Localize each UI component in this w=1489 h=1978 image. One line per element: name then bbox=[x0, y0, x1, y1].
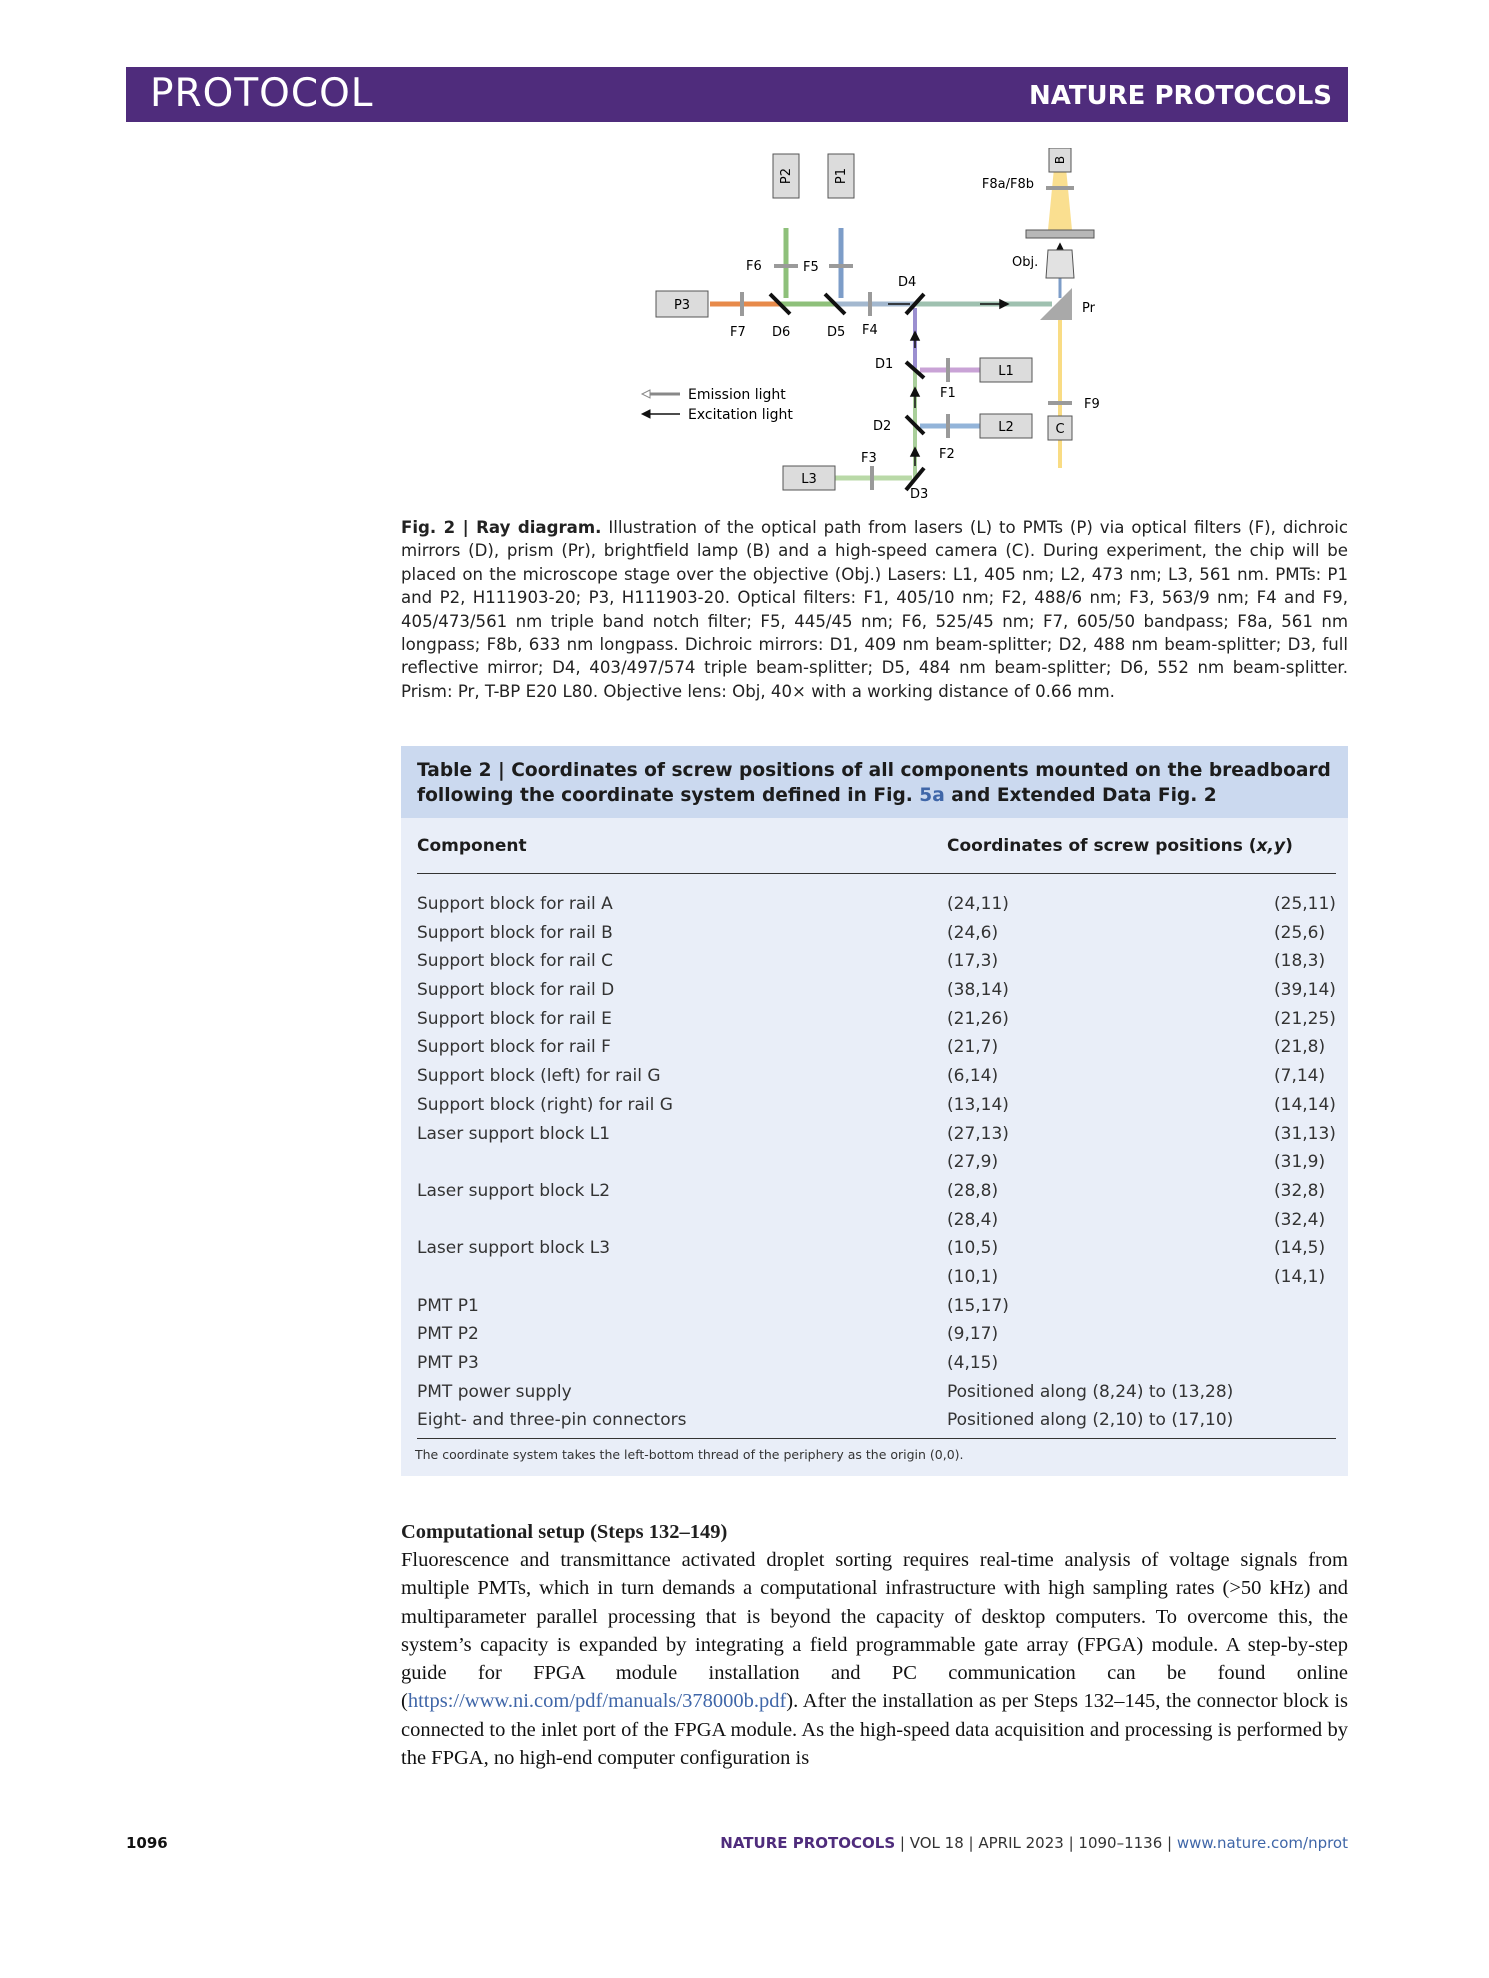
table-row bbox=[417, 951, 1336, 980]
label-f7: F7 bbox=[730, 325, 746, 340]
table-body bbox=[417, 894, 1336, 1439]
component-cell: Support block for rail F bbox=[417, 1037, 611, 1058]
component-cell: Laser support block L3 bbox=[417, 1238, 611, 1259]
table-rule-bottom bbox=[417, 1438, 1336, 1439]
coordinate-cell-2: (21,25) bbox=[1274, 1008, 1336, 1029]
figure-caption bbox=[401, 516, 1348, 703]
label-d6: D6 bbox=[772, 325, 791, 340]
component-cell: Support block for rail A bbox=[417, 894, 613, 914]
filter-f4 bbox=[868, 292, 872, 316]
table-row bbox=[417, 1410, 1336, 1439]
coordinate-cell-2: (32,4) bbox=[1274, 1209, 1326, 1230]
label-l3: L3 bbox=[801, 472, 817, 487]
journal-footer: NATURE PROTOCOLS | VOL 18 | APRIL 2023 | 1090–1136 | www.nature.com/nprot bbox=[720, 1834, 1348, 1852]
ray-diagram bbox=[640, 148, 1140, 508]
label-p1: P1 bbox=[834, 167, 849, 185]
objective bbox=[1046, 250, 1074, 278]
label-pr: Pr bbox=[1082, 301, 1095, 316]
filter-f9 bbox=[1048, 401, 1072, 405]
coordinate-cell-1: (24,11) bbox=[947, 894, 1009, 914]
label-f6: F6 bbox=[746, 259, 762, 274]
label-c: C bbox=[1055, 422, 1065, 437]
coordinate-cell-1: Positioned along (8,24) to (13,28) bbox=[947, 1381, 1234, 1402]
label-f8: F8a/F8b bbox=[981, 177, 1034, 192]
coordinate-cell-1: Positioned along (2,10) to (17,10) bbox=[947, 1410, 1234, 1431]
table-row bbox=[417, 1296, 1336, 1325]
table-rule-top bbox=[417, 873, 1336, 874]
coordinate-cell-2: (21,8) bbox=[1274, 1037, 1326, 1058]
table-row bbox=[417, 1095, 1336, 1124]
legend-excitation-label: Excitation light bbox=[688, 407, 793, 423]
filter-f6 bbox=[774, 264, 798, 268]
table-row bbox=[417, 1037, 1336, 1066]
column-header-component: Component bbox=[417, 836, 527, 856]
coordinate-cell-1: (10,1) bbox=[947, 1266, 999, 1287]
table-footnote: The coordinate system takes the left-bottom thread of the periphery as the origin (0,0). bbox=[415, 1447, 964, 1462]
table-row bbox=[417, 980, 1336, 1009]
label-f1: F1 bbox=[940, 386, 956, 401]
page-number: 1096 bbox=[126, 1834, 168, 1852]
coordinate-cell-2: (32,8) bbox=[1274, 1180, 1326, 1201]
component-cell: PMT P2 bbox=[417, 1324, 479, 1345]
coordinate-cell-1: (27,13) bbox=[947, 1123, 1009, 1144]
component-cell: Support block (right) for rail G bbox=[417, 1094, 673, 1115]
label-f2: F2 bbox=[939, 447, 955, 462]
table-row bbox=[417, 1066, 1336, 1095]
table-row bbox=[417, 1124, 1336, 1153]
section-title: Computational setup (Steps 132–149) bbox=[401, 1521, 728, 1543]
coordinate-cell-2: (14,1) bbox=[1274, 1266, 1326, 1287]
legend-emission-label: Emission light bbox=[688, 387, 786, 403]
label-l1: L1 bbox=[998, 364, 1014, 379]
component-cell: Support block for rail B bbox=[417, 922, 613, 943]
table-row bbox=[417, 923, 1336, 952]
table-row bbox=[417, 1267, 1336, 1296]
component-cell: PMT P3 bbox=[417, 1353, 479, 1373]
journal-url-link[interactable]: www.nature.com/nprot bbox=[1176, 1834, 1348, 1852]
table-row bbox=[417, 1210, 1336, 1239]
fig-5a-link[interactable]: 5a bbox=[919, 785, 945, 806]
journal-label: NATURE PROTOCOLS bbox=[1028, 81, 1332, 111]
component-cell: Support block for rail C bbox=[417, 951, 614, 972]
label-f4: F4 bbox=[862, 323, 878, 338]
legend-excitation bbox=[642, 410, 680, 418]
component-cell: Support block for rail E bbox=[417, 1008, 612, 1029]
component-cell: Eight- and three-pin connectors bbox=[417, 1410, 687, 1431]
filter-f3 bbox=[870, 466, 874, 490]
coordinate-cell-1: (15,17) bbox=[947, 1295, 1009, 1316]
coordinate-cell-2: (25,11) bbox=[1274, 894, 1336, 914]
coordinate-cell-2: (18,3) bbox=[1274, 951, 1326, 972]
label-obj: Obj. bbox=[1012, 255, 1039, 270]
filter-f2 bbox=[946, 414, 950, 438]
label-p3: P3 bbox=[673, 298, 691, 313]
coordinate-cell-1: (38,14) bbox=[947, 980, 1009, 1001]
coordinate-cell-1: (17,3) bbox=[947, 951, 999, 972]
component-cell: Support block for rail D bbox=[417, 980, 615, 1001]
coordinate-cell-1: (27,9) bbox=[947, 1152, 999, 1173]
microscope-stage bbox=[1026, 230, 1094, 238]
column-header-coordinates: Coordinates of screw positions (x,y) bbox=[947, 836, 1293, 856]
coordinate-cell-1: (24,6) bbox=[947, 922, 999, 943]
filter-f5 bbox=[829, 264, 853, 268]
coordinate-cell-1: (13,14) bbox=[947, 1094, 1009, 1115]
label-f9: F9 bbox=[1084, 397, 1100, 412]
component-cell: PMT P1 bbox=[417, 1295, 479, 1316]
label-d1: D1 bbox=[875, 357, 894, 372]
coordinate-cell-1: (4,15) bbox=[947, 1353, 999, 1373]
coordinate-cell-1: (6,14) bbox=[947, 1066, 999, 1087]
lamp-beam bbox=[1048, 168, 1072, 230]
computational-setup-section bbox=[401, 1518, 1348, 1772]
coordinate-cell-1: (10,5) bbox=[947, 1238, 999, 1259]
table-row bbox=[417, 894, 1336, 923]
table-row bbox=[417, 1152, 1336, 1181]
label-d4: D4 bbox=[898, 275, 917, 290]
coordinate-cell-2: (39,14) bbox=[1274, 980, 1336, 1001]
label-f5: F5 bbox=[803, 260, 819, 275]
section-body: Fluorescence and transmittance activated droplet sorting requires real-time analysis of voltage signals from multiple PMTs, which in turn demands a computational infrastructure with high sampling rates (>50 kHz) and multiparameter parallel processing that is beyond the capacity of desktop computers. To overcome this, the system’s capacity is expanded by integrating a field programmable gate array (FPGA) module. A step-by-step guide for FPGA module installation and PC communication can be found online (https://www.ni.com/pdf/manuals/378000b.pdf). After the installation as per Steps 132–145, the connector block is connected to the inlet port of the FPGA module. As the high-speed data acquisition and processing is performed by the FPGA, no high-end computer configuration is bbox=[401, 1549, 1348, 1770]
coordinate-cell-2: (14,14) bbox=[1274, 1094, 1336, 1115]
label-d3: D3 bbox=[910, 487, 929, 502]
label-f3: F3 bbox=[861, 451, 877, 466]
label-d5: D5 bbox=[827, 325, 846, 340]
coordinate-cell-1: (9,17) bbox=[947, 1324, 999, 1345]
table-title: Table 2 | Coordinates of screw positions of all components mounted on the breadboard following the coordinate system defined in Fig. 5a and Extended Data Fig. 2 bbox=[401, 746, 1348, 818]
section-label: PROTOCOL bbox=[150, 71, 374, 116]
table-row bbox=[417, 1238, 1336, 1267]
coordinate-cell-1: (28,8) bbox=[947, 1180, 999, 1201]
label-d2: D2 bbox=[873, 419, 892, 434]
coordinate-cell-2: (31,13) bbox=[1274, 1123, 1336, 1144]
coordinate-cell-2: (14,5) bbox=[1274, 1238, 1326, 1259]
caption-label: Fig. 2 | Ray diagram. bbox=[401, 518, 602, 537]
caption-text: Illustration of the optical path from lasers (L) to PMTs (P) via optical filters (F), dichroic mirrors (D), prism (Pr), brightfield lamp (B) and a high-speed camera (C). During experiment, the chip will be placed on the microscope stage over the objective (Obj.) Lasers: L1, 405 nm; L2, 473 nm; L3, 561 nm. PMTs: P1 and P2, H111903-20; P3, H111903-20. Optical filters: F1, 405/10 nm; F2, 488/6 nm; F3, 563/9 nm; F4 and F9, 405/473/561 nm triple band notch filter; F5, 445/45 nm; F6, 525/45 nm; F7, 605/50 bandpass; F8a, 561 nm longpass; F8b, 633 nm longpass. Dichroic mirrors: D1, 409 nm beam-splitter; D2, 488 nm beam-splitter; D3, full reflective mirror; D4, 403/497/574 triple beam-splitter; D5, 484 nm beam-splitter; D6, 552 nm beam-splitter. Prism: Pr, T-BP E20 L80. Objective lens: Obj, 40× with a working distance of 0.66 mm. bbox=[401, 518, 1348, 701]
coordinate-cell-1: (21,26) bbox=[947, 1008, 1009, 1029]
component-cell: Support block (left) for rail G bbox=[417, 1066, 661, 1087]
header-banner bbox=[126, 67, 1348, 122]
legend-emission bbox=[642, 390, 680, 398]
label-p2: P2 bbox=[779, 167, 794, 185]
component-cell: PMT power supply bbox=[417, 1381, 572, 1402]
coordinate-cell-1: (21,7) bbox=[947, 1037, 999, 1058]
table-row bbox=[417, 1382, 1336, 1411]
coordinate-cell-2: (31,9) bbox=[1274, 1152, 1326, 1173]
filter-f7 bbox=[740, 292, 744, 316]
ni-manual-link[interactable]: https://www.ni.com/pdf/manuals/378000b.pdf bbox=[407, 1690, 787, 1713]
coordinate-cell-2: (7,14) bbox=[1274, 1066, 1326, 1087]
table-row bbox=[417, 1324, 1336, 1353]
component-cell: Laser support block L1 bbox=[417, 1123, 611, 1144]
component-cell: Laser support block L2 bbox=[417, 1180, 611, 1201]
label-b: B bbox=[1053, 155, 1067, 165]
filter-f8 bbox=[1046, 186, 1074, 190]
coordinate-cell-1: (28,4) bbox=[947, 1209, 999, 1230]
table-2 bbox=[401, 746, 1348, 1476]
coordinate-cell-2: (25,6) bbox=[1274, 922, 1326, 943]
filter-f1 bbox=[946, 358, 950, 382]
table-row bbox=[417, 1009, 1336, 1038]
table-row bbox=[417, 1353, 1336, 1382]
table-row bbox=[417, 1181, 1336, 1210]
label-l2: L2 bbox=[998, 420, 1014, 435]
